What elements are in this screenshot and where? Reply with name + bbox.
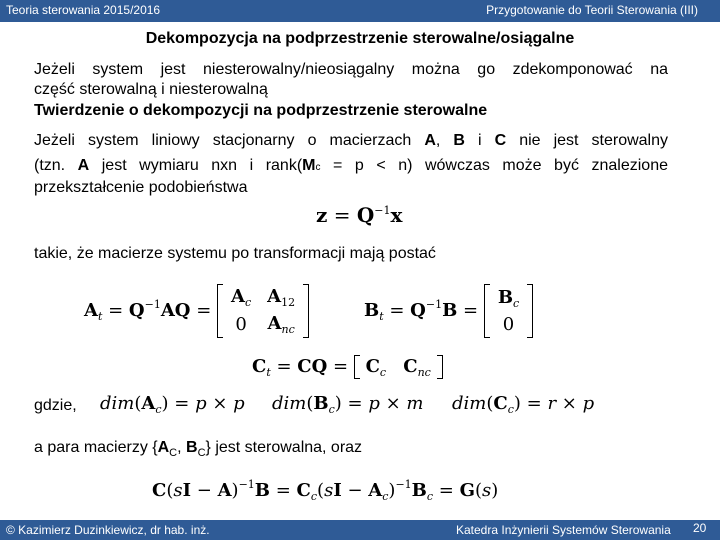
intro-line-2: część sterowalną i niesterowalną <box>34 81 268 98</box>
author: © Kazimierz Duzinkiewicz, dr hab. inż. <box>6 523 210 537</box>
page-number: 20 <box>693 521 707 535</box>
equation-At: $A_t = Q^{-1}AQ$ = $A_c$ $A_{12}$ 0 $A_{nc}$ <box>84 284 309 338</box>
dim-Cc: $dim(C_c) = r \times p$ <box>452 393 595 416</box>
transfer-function-equation: $C(sI - A)^{-1}B = C_c(sI - A_c)^{-1}B_c = G(s)$ <box>152 478 499 503</box>
after-transform-text: takie, że macierze systemu po transformacji mają postać <box>34 245 436 262</box>
slide-title: Dekompozycja na podprzestrzenie sterowalne/osiągalne <box>145 30 575 47</box>
theorem-line-2: (tzn. A jest wymiaru nxn i rank(Mc = p < n) wówczas może być znalezione <box>34 157 668 174</box>
course-title: Teoria sterowania 2015/2016 <box>6 3 161 17</box>
theorem-heading: Twierdzenie o dekompozycji na podprzestrzenie sterowalne <box>34 102 488 119</box>
transform-equation: $z = Q^{-1}x$ <box>316 203 403 227</box>
gdzie-label: gdzie, <box>34 397 77 414</box>
intro-line-1: Jeżeli system jest niesterowalny/nieosiągalny można go zdekomponować na <box>34 61 668 78</box>
equation-Bt: $B_t = Q^{-1}B$ = $B_c$ 0 <box>364 284 533 338</box>
equation-Ct: $C_t$ = CQ = $C_c$ $C_{nc}$ <box>252 355 443 379</box>
footer-bar <box>0 520 720 540</box>
department: Katedra Inżynierii Systemów Sterowania <box>456 523 671 537</box>
lecture-title: Przygotowanie do Teorii Sterowania (III) <box>486 3 698 17</box>
header-bar <box>0 0 720 22</box>
dim-Bc: $dim(B_c) = p \times m$ <box>272 393 424 416</box>
theorem-line-3: przekształcenie podobieństwa <box>34 179 248 196</box>
theorem-line-1: Jeżeli system liniowy stacjonarny o macierzach A, B i C nie jest sterowalny <box>34 132 668 149</box>
dim-Ac: $dim(A_c) = p \times p$ <box>100 393 245 416</box>
pair-text: a para macierzy {$A_C$, $B_C$} jest sterowalna, oraz <box>34 439 363 459</box>
